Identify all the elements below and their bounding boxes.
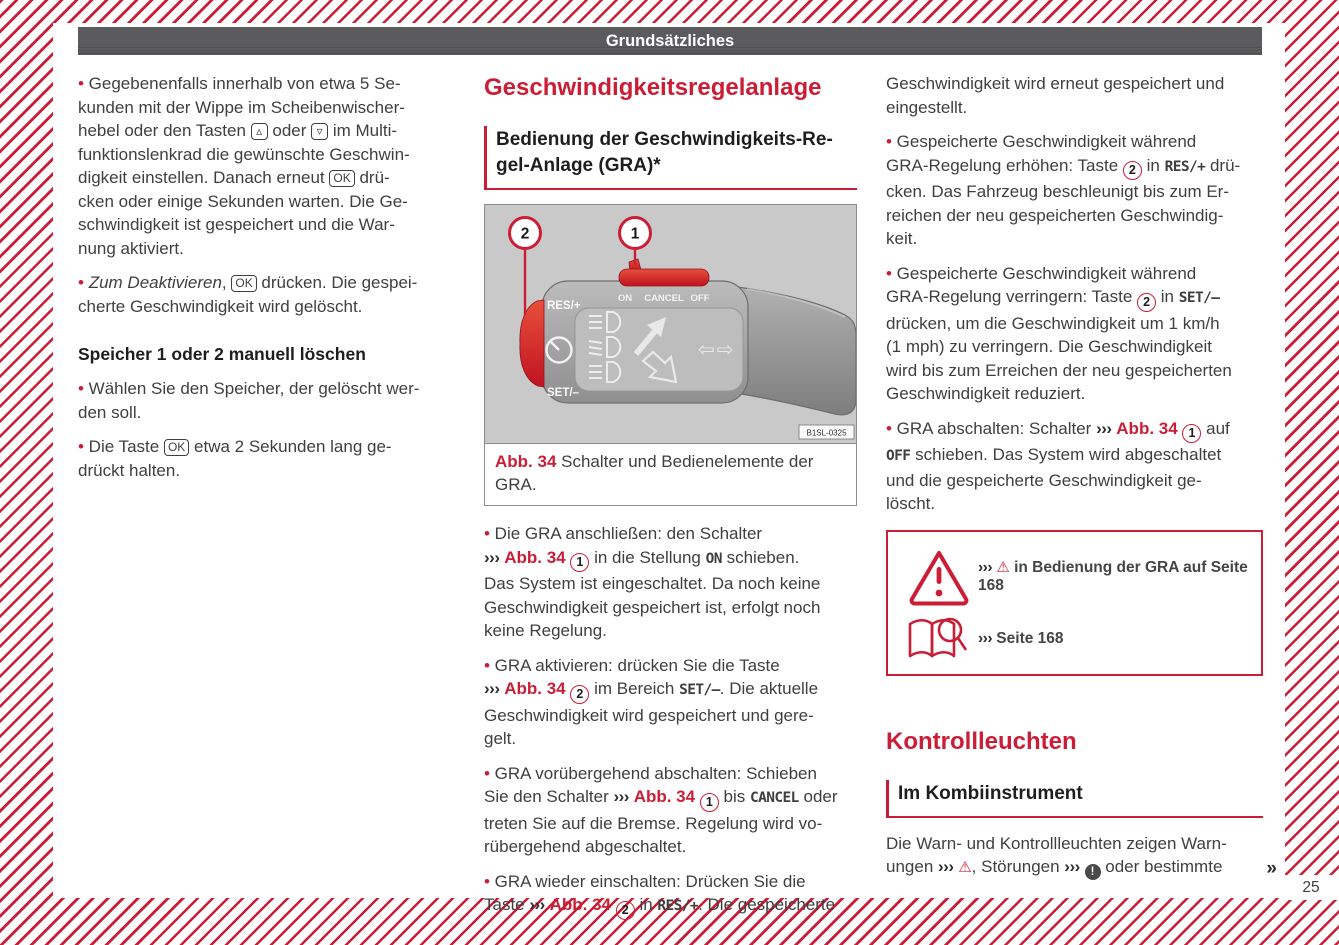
reference-box — [886, 530, 1263, 676]
paragraph: • GRA abschalten: Schalter ››› Abb. 34 1 auf OFF schieben. Das System wird abgeschaltet und die gespeicherte Geschwindigkeit ge- löscht. — [886, 418, 1230, 513]
figure-reference: Abb. 34 — [633, 787, 696, 806]
warning-triangle-icon: ⚠ — [958, 859, 972, 876]
figure-reference: Abb. 34 — [504, 547, 566, 567]
paragraph: • GRA aktivieren: drücken Sie die Taste ››› Abb. 34 2 im Bereich SET/–. Die aktuelle Geschwindigkeit wird gespeichert und gere- gelt. — [484, 655, 819, 748]
figure-reference: Abb. 34 — [495, 452, 557, 471]
paragraph: • Zum Deaktivieren, OK drücken. Die gespei- cherte Geschwindigkeit wird gelöscht. — [78, 273, 418, 316]
paragraph: • Die GRA anschließen: den Schalter ››› Abb. 34 1 in die Stellung ON schieben. Das System ist eingeschaltet. Da noch keine Geschwindigkeit gespeichert ist, erfolgt noch keine Regelung. — [484, 524, 821, 640]
keycap-icon: ▵ — [251, 123, 268, 140]
control-position-label: SET/– — [1178, 290, 1220, 306]
slider-label-cancel: CANCEL — [644, 293, 684, 304]
control-position-label: OFF — [886, 448, 911, 464]
see-reference-icon: ››› — [938, 857, 954, 876]
figure-reference: Abb. 34 — [504, 679, 566, 698]
chapter-header-bar — [78, 27, 1262, 55]
section-title: Kontrollleuchten — [886, 727, 1077, 755]
see-reference-icon: ››› — [1064, 857, 1080, 876]
paragraph: • Gespeicherte Geschwindigkeit während GRA-Regelung erhöhen: Taste 2 in RES/+ drü- cken. Das Fahrzeug beschleunigt bis zum Er- reichen der neu gespeicherten Geschwindig- keit. — [886, 132, 1241, 248]
bullet-dot: • — [484, 763, 490, 783]
section-title: Geschwindigkeitsregelanlage — [484, 74, 822, 101]
warning-reference-row — [900, 548, 1249, 606]
bullet-dot: • — [886, 263, 892, 283]
stalk-illustration — [485, 205, 856, 443]
see-reference-icon: ››› — [1096, 418, 1112, 438]
circled-number: 2 — [1123, 161, 1142, 180]
control-position-label: RES/+ — [657, 898, 699, 914]
paragraph: Die Warn- und Kontrollleuchten zeigen Warn- ungen ››› ⚠, Störungen ››› ! oder bestimmte » — [886, 833, 1277, 879]
left-column — [78, 72, 456, 493]
control-position-label: ON — [705, 550, 722, 567]
svg-text:1: 1 — [630, 225, 640, 243]
label-set: SET/– — [547, 387, 579, 399]
bullet-dot: • — [886, 418, 892, 438]
figure-reference: Abb. 34 — [549, 895, 611, 914]
bullet-dot: • — [484, 655, 490, 675]
warning-triangle-icon — [900, 548, 978, 606]
see-reference-icon: ››› — [484, 679, 500, 698]
svg-text:2: 2 — [520, 225, 530, 243]
see-reference-icon: ››› — [613, 787, 629, 806]
paragraph: • GRA wieder einschalten: Drücken Sie die Taste ››› Abb. 34 2 in RES/+. Die gespeicherte — [484, 870, 857, 920]
bullet-dot: • — [484, 871, 490, 891]
see-reference-icon: ››› — [978, 629, 992, 647]
keycap-icon: ▿ — [311, 123, 328, 140]
slider-label-on: ON — [617, 293, 633, 304]
circled-number: 2 — [616, 901, 635, 920]
bullet-dot: • — [78, 273, 84, 292]
bullet-dot: • — [78, 437, 84, 456]
manual-reference-text: ››› Seite 168 — [978, 629, 1064, 647]
manual-book-icon — [900, 616, 978, 662]
on-cancel-off-slider — [619, 269, 709, 286]
circled-number: 1 — [570, 553, 589, 572]
see-reference-icon: ››› — [978, 559, 992, 576]
see-reference-icon: ››› — [484, 547, 500, 567]
section-subtitle: Im Kombiinstrument — [886, 780, 1263, 818]
image-code: B1SL-0325 — [806, 428, 847, 438]
continuation-mark: » — [1266, 858, 1277, 879]
figure-caption: Abb. 34 Schalter und Bedienelemente der GRA. — [485, 443, 856, 505]
bullet-dot: • — [78, 379, 84, 398]
circled-number: 1 — [1182, 424, 1201, 443]
control-position-label: CANCEL — [750, 790, 799, 806]
keycap-icon: OK — [329, 170, 354, 187]
circled-number: 2 — [570, 685, 589, 704]
control-position-label: SET/– — [679, 682, 720, 698]
label-res: RES/+ — [547, 300, 581, 312]
keycap-icon: OK — [164, 439, 189, 456]
circled-number: 1 — [700, 793, 719, 812]
paragraph: Geschwindigkeit wird erneut gespeichert und eingestellt. — [886, 74, 1225, 117]
figure-abb-34 — [484, 204, 857, 506]
circled-number: 2 — [1137, 293, 1156, 312]
warning-triangle-icon: ⚠ — [996, 559, 1010, 576]
bullet-dot: • — [886, 132, 892, 151]
paragraph: • Wählen Sie den Speicher, der gelöscht wer- den soll. — [78, 379, 420, 422]
control-position-label: RES/+ — [1164, 158, 1206, 175]
paragraph: • Gegebenenfalls innerhalb von etwa 5 Se- kunden mit der Wippe im Scheibenwischer- hebel oder den Tasten ▵ oder ▿ im Multi- funktionslenkrad die gewünschte Geschwin- digkeit einstellen. Danach erneut OK drü- cken oder einige Sekunden warten. Die Ge- schwindigkeit ist gespeichert und die War- nung aktiviert. — [78, 74, 410, 258]
fault-icon: ! — [1085, 864, 1101, 880]
middle-column — [484, 72, 857, 931]
chapter-title: Grundsätzliches — [605, 32, 735, 50]
bullet-dot: • — [78, 74, 84, 93]
warning-reference-text: ››› ⚠ in Bedienung der GRA auf Seite 168 — [978, 559, 1248, 594]
paragraph: • GRA vorübergehend abschalten: Schieben Sie den Schalter ››› Abb. 34 1 bis CANCEL oder treten Sie auf die Bremse. Regelung wird vo- rübergehend abgeschaltet. — [484, 763, 838, 856]
section-subheading: Speicher 1 oder 2 manuell löschen — [78, 344, 366, 364]
keycap-icon: OK — [231, 275, 256, 292]
paragraph: • Die Taste OK etwa 2 Sekunden lang ge- drückt halten. — [78, 437, 392, 480]
paragraph: • Gespeicherte Geschwindigkeit während GRA-Regelung verringern: Taste 2 in SET/– drücken, um die Geschwindigkeit um 1 km/h (1 mph) zu verringern. Die Geschwindigkeit wird bis zum Erreichen der neu gespeicherten Geschwindigkeit reduziert. — [886, 263, 1232, 403]
section-subtitle: Bedienung der Geschwindigkeits-Re- gel-Anlage (GRA)* — [484, 126, 857, 190]
page-number: 25 — [1283, 875, 1339, 900]
right-column — [886, 72, 1277, 891]
slider-label-off: OFF — [690, 293, 710, 304]
turn-signal-arrows-icon: ⇦⇨ — [698, 339, 736, 361]
see-reference-icon: ››› — [529, 895, 545, 914]
bullet-dot: • — [484, 524, 490, 543]
manual-reference-row — [900, 616, 1249, 662]
figure-reference: Abb. 34 — [1116, 418, 1178, 438]
